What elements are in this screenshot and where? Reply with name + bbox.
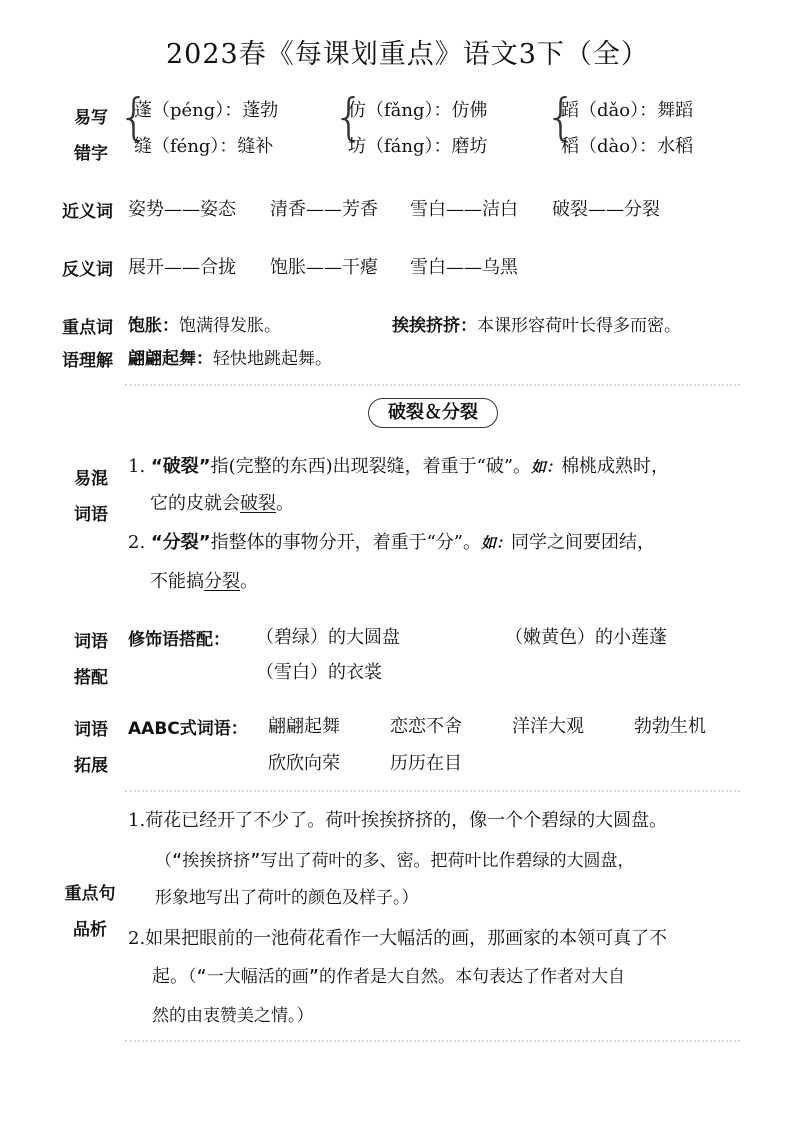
typo-word: 坊（fáng）：磨坊 <box>348 136 488 157</box>
expansion-word: 勃勃生机 <box>634 716 706 737</box>
item-number: 2. <box>128 928 146 949</box>
expansion-heading: AABC式词语： <box>128 719 248 739</box>
key-word <box>128 311 281 336</box>
example-text: 棉桃成熟时， <box>561 456 670 477</box>
confusable-def: 指(完整的东西)出现裂缝，着重于“破”。 <box>210 456 532 477</box>
label-line: 品析 <box>73 920 107 940</box>
divider <box>125 790 740 792</box>
collocation-item: （雪白）的衣裳 <box>256 662 382 683</box>
sentence <box>128 806 667 832</box>
label-collocation <box>66 624 116 696</box>
divider <box>125 384 740 386</box>
synonym-pair: 雪白——洁白 <box>410 199 518 220</box>
example-highlight: 分裂 <box>204 571 240 592</box>
label-line: 词语 <box>74 720 108 740</box>
label-sentence-analysis <box>58 876 122 948</box>
label-line: 词语 <box>74 632 108 652</box>
label-line: 易混 <box>74 469 108 489</box>
typo-word: 蓬（péng）：蓬勃 <box>134 100 279 121</box>
sentence <box>128 924 667 950</box>
typo-word: 仿（fǎng）：仿佛 <box>348 100 488 121</box>
confusable-word: “分裂” <box>150 532 211 553</box>
label-line: 拓展 <box>74 756 108 776</box>
confusable-item-cont <box>150 489 294 515</box>
example-text: 。 <box>240 571 258 592</box>
brace-icon: { <box>118 88 150 146</box>
sentence-cont <box>152 962 625 988</box>
sentence-text: 如果把眼前的一池荷花看作一大幅活的画，那画家的本领可真了不 <box>145 928 668 949</box>
confusable-badge: 破裂＆分裂 <box>368 398 498 428</box>
example-mark: 如： <box>531 458 562 476</box>
sentence-note: （“一大幅活的画”的作者是大自然。本句表达了作者对大自 <box>188 967 625 987</box>
label-synonyms: 近义词 <box>62 202 113 222</box>
label-key-words: 重点词 <box>62 318 113 338</box>
sentence-note: 然的由衷赞美之情。） <box>152 1006 314 1026</box>
key-word-def: 饱满得发胀。 <box>179 316 281 336</box>
antonym-pair: 雪白——乌黑 <box>410 257 518 278</box>
key-word-def: 轻快地跳起舞。 <box>213 349 332 369</box>
sentence-text: 荷花已经开了不少了。荷叶挨挨挤挤的，像一个个碧绿的大圆盘。 <box>145 810 668 831</box>
example-text: 不能搞 <box>150 571 204 592</box>
typo-word: 缝（féng）：缝补 <box>134 136 274 157</box>
typo-word: 蹈（dǎo）：舞蹈 <box>561 100 694 121</box>
label-line: 词语 <box>74 505 108 525</box>
divider <box>125 1040 740 1042</box>
synonym-pair: 清香——芳香 <box>270 199 378 220</box>
key-word-term: 翩翩起舞： <box>128 349 213 369</box>
collocation-heading: 修饰语搭配： <box>128 630 230 650</box>
key-word <box>392 311 681 336</box>
confusable-word: “破裂” <box>150 456 211 477</box>
label-line: 重点句 <box>64 884 116 904</box>
label-antonyms: 反义词 <box>62 260 113 280</box>
item-number: 1. <box>128 456 146 477</box>
typo-word: 稻（dào）：水稻 <box>561 136 694 157</box>
brace-icon: { <box>333 88 365 146</box>
sentence-text: 起。 <box>152 966 188 987</box>
key-word-def: 本课形容荷叶长得多而密。 <box>477 316 681 336</box>
example-text: 。 <box>276 493 294 514</box>
confusable-item-cont <box>150 567 258 593</box>
expansion-word: 欣欣向荣 <box>268 753 340 774</box>
collocation-item: （碧绿）的大圆盘 <box>256 627 400 648</box>
expansion-word: 翩翩起舞 <box>268 716 340 737</box>
example-text: 同学之间要团结， <box>511 532 656 553</box>
expansion-word: 历历在目 <box>390 753 462 774</box>
example-text: 它的皮就会 <box>150 493 240 514</box>
key-word <box>128 344 332 369</box>
brace-icon: { <box>545 88 577 146</box>
item-number: 1. <box>128 810 146 831</box>
label-typos <box>66 100 116 172</box>
example-highlight: 破裂 <box>240 493 276 514</box>
label-understanding: 语理解 <box>62 351 113 371</box>
sentence-note: （“挨挨挤挤”写出了荷叶的多、密。把荷叶比作碧绿的大圆盘， <box>155 851 635 871</box>
label-confusable <box>66 461 116 533</box>
expansion-word: 洋洋大观 <box>512 716 584 737</box>
confusable-item <box>128 452 669 478</box>
page-title: 2023春《每课划重点》语文3下（全） <box>166 39 649 70</box>
example-mark: 如： <box>481 534 512 552</box>
collocation-item: （嫩黄色）的小莲蓬 <box>505 627 667 648</box>
key-word-term: 挨挨挤挤： <box>392 316 477 336</box>
synonym-pair: 破裂——分裂 <box>552 199 660 220</box>
label-line: 易写 <box>74 108 108 128</box>
label-line: 错字 <box>74 144 108 164</box>
label-expansion <box>66 712 116 784</box>
sentence-note: 形象地写出了荷叶的颜色及样子。） <box>155 888 419 908</box>
antonym-pair: 展开——合拢 <box>128 257 236 278</box>
expansion-word: 恋恋不舍 <box>390 716 462 737</box>
label-line: 搭配 <box>74 668 108 688</box>
item-number: 2. <box>128 532 146 553</box>
antonym-pair: 饱胀——干瘪 <box>270 257 378 278</box>
key-word-term: 饱胀： <box>128 316 179 336</box>
confusable-def: 指整体的事物分开，着重于“分”。 <box>210 532 481 553</box>
confusable-item <box>128 528 655 554</box>
synonym-pair: 姿势——姿态 <box>128 199 236 220</box>
